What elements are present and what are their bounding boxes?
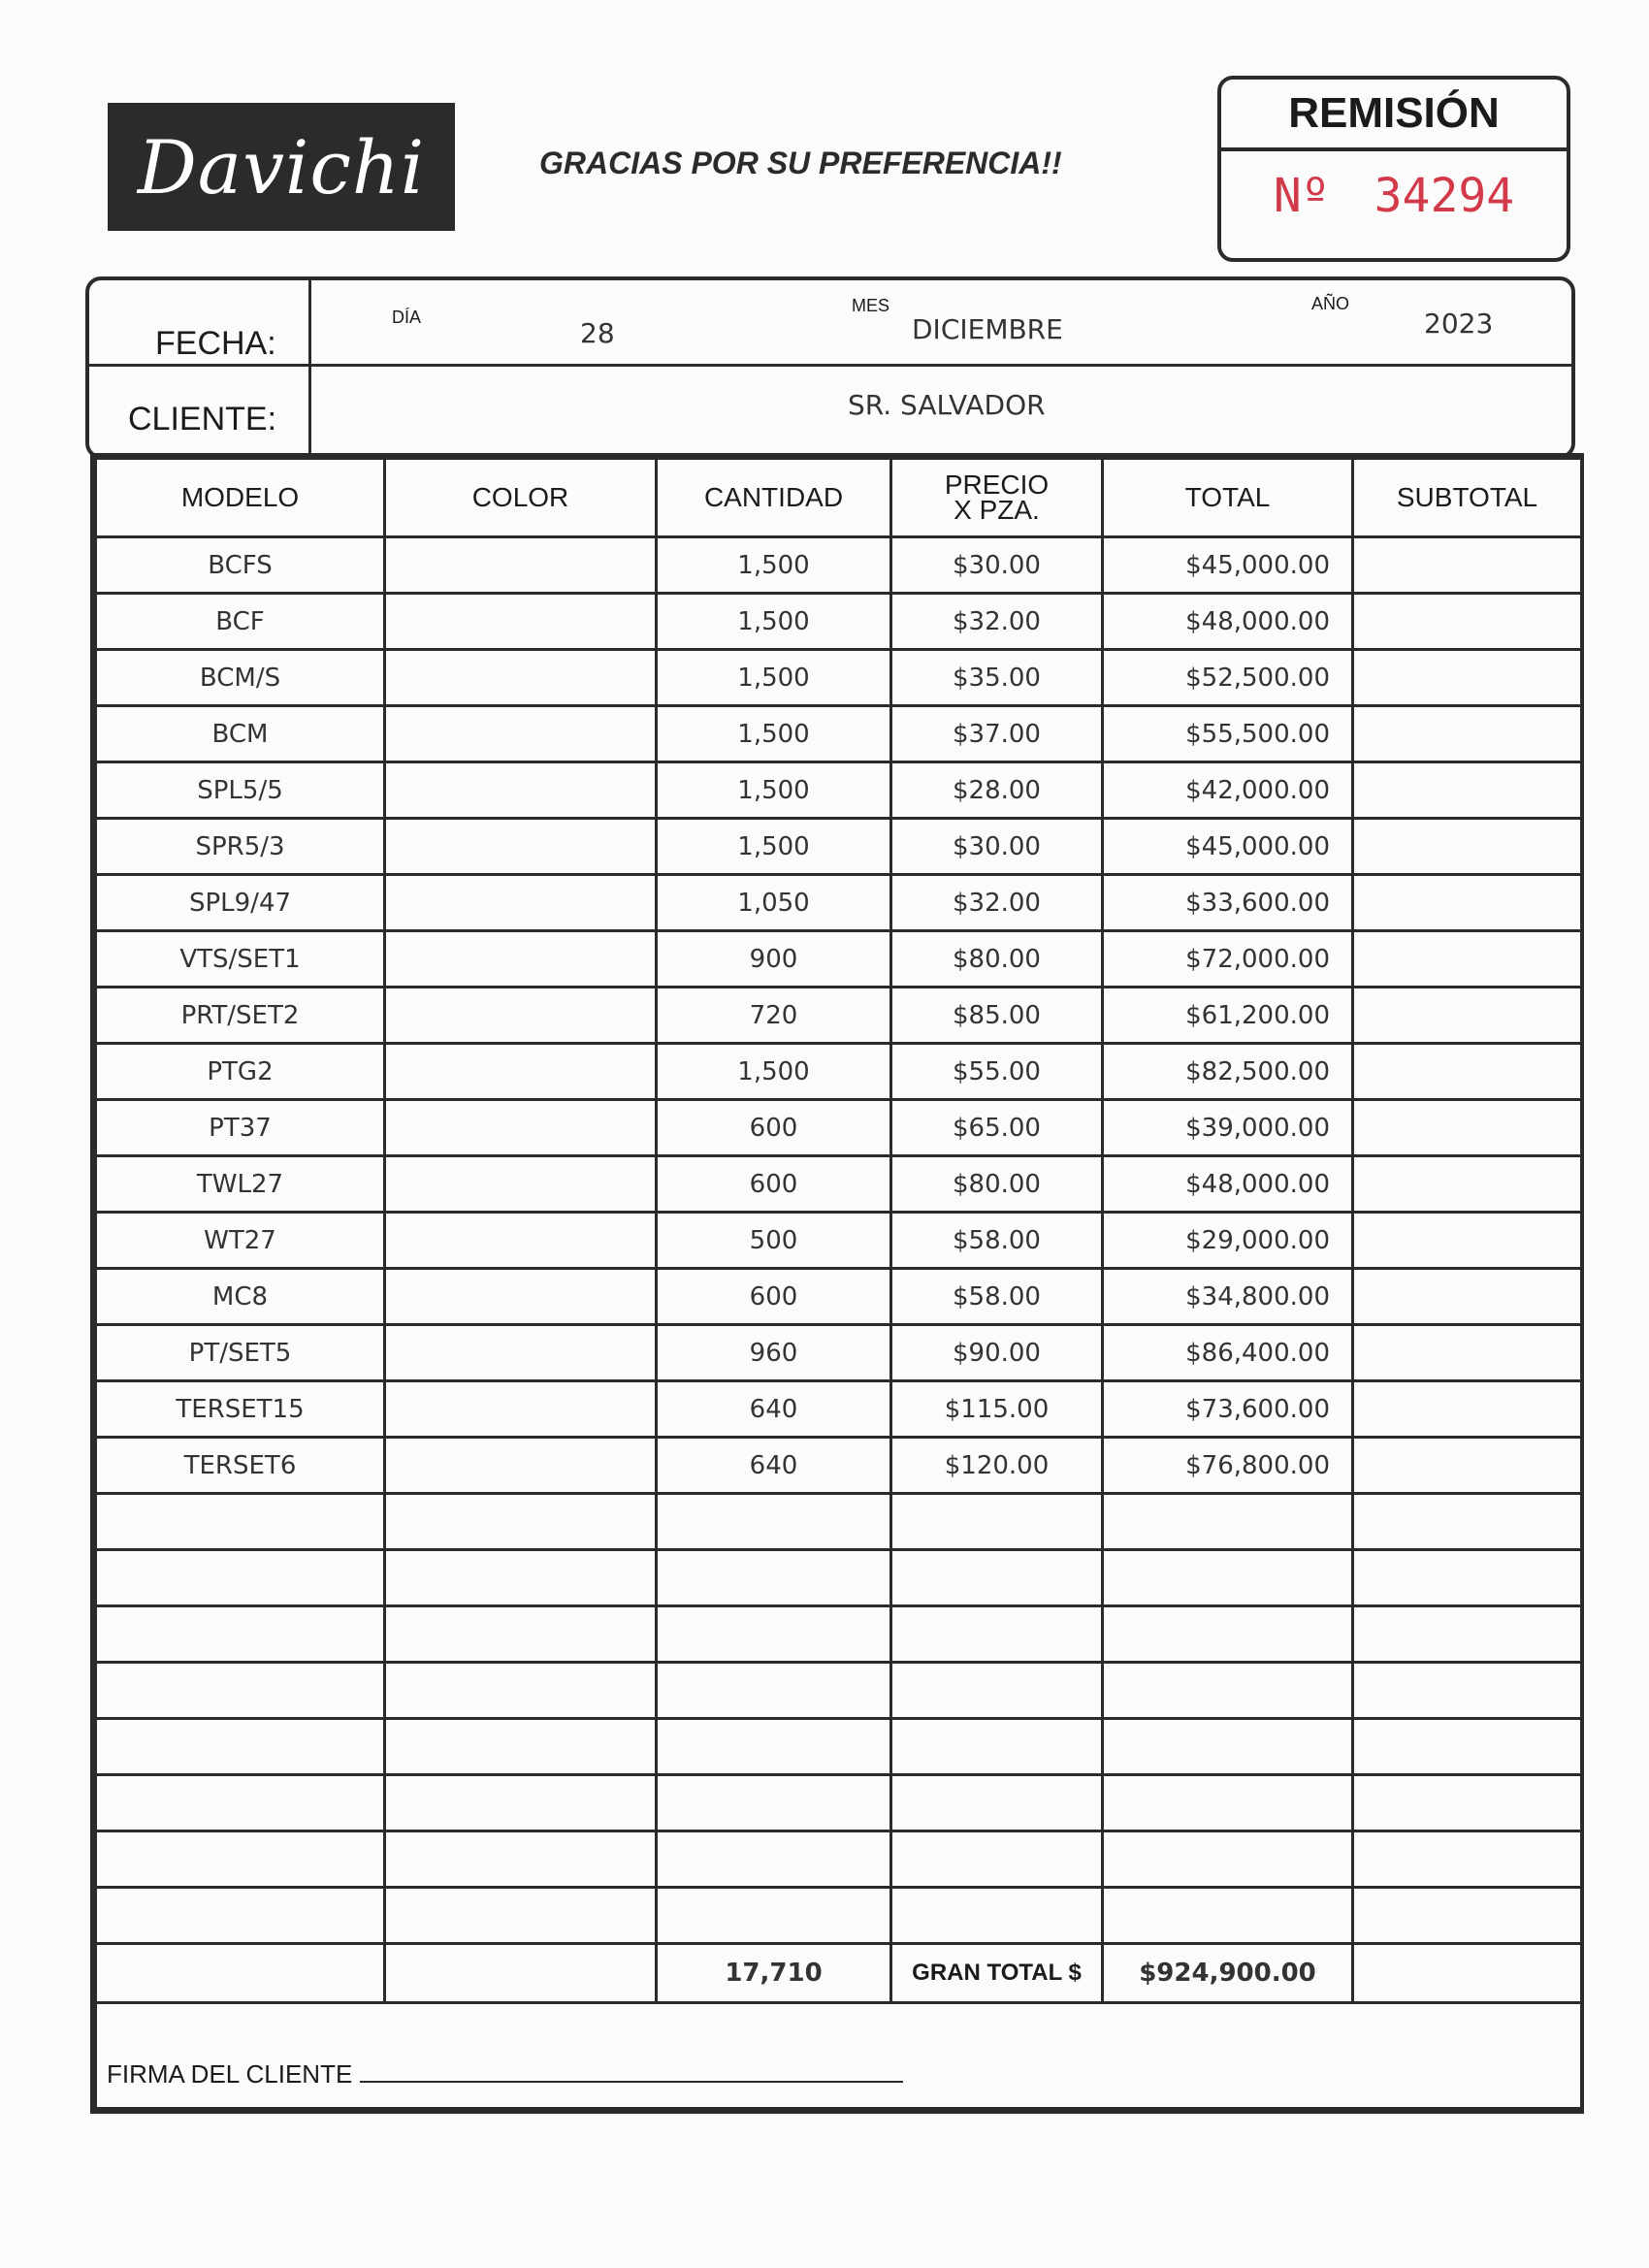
logo-text: Davichi	[137, 123, 426, 211]
davichi-logo	[108, 103, 455, 231]
cell-modelo: TWL27	[96, 1156, 385, 1213]
cell-precio	[891, 1831, 1103, 1888]
cell-total: $72,000.00	[1103, 931, 1353, 988]
cell-subtotal	[1353, 988, 1582, 1044]
cell-cantidad: 900	[657, 931, 891, 988]
totals-blank-color	[385, 1944, 657, 2003]
cell-total: $34,800.00	[1103, 1269, 1353, 1325]
cell-modelo: PT/SET5	[96, 1325, 385, 1381]
cell-total	[1103, 1663, 1353, 1719]
cell-total	[1103, 1550, 1353, 1606]
cell-modelo: VTS/SET1	[96, 931, 385, 988]
cell-total	[1103, 1888, 1353, 1944]
table-row	[96, 1550, 1582, 1606]
dia-label: DÍA	[392, 308, 422, 327]
table-row	[96, 1606, 1582, 1663]
cell-color	[385, 819, 657, 875]
cell-modelo: PRT/SET2	[96, 988, 385, 1044]
cell-subtotal	[1353, 819, 1582, 875]
cell-precio	[891, 1888, 1103, 1944]
cell-subtotal	[1353, 1663, 1582, 1719]
cell-color	[385, 1438, 657, 1494]
cell-precio	[891, 1775, 1103, 1831]
cell-subtotal	[1353, 1775, 1582, 1831]
cell-color	[385, 1494, 657, 1550]
cell-total: $39,000.00	[1103, 1100, 1353, 1156]
remision-title: REMISIÓN	[1221, 80, 1567, 151]
cell-subtotal	[1353, 875, 1582, 931]
table-row	[96, 706, 1582, 762]
cell-color	[385, 1831, 657, 1888]
cell-modelo: TERSET15	[96, 1381, 385, 1438]
cell-color	[385, 1888, 657, 1944]
cell-total: $76,800.00	[1103, 1438, 1353, 1494]
cell-cantidad: 720	[657, 988, 891, 1044]
cell-modelo	[96, 1606, 385, 1663]
cell-color	[385, 931, 657, 988]
cell-cantidad: 1,500	[657, 1044, 891, 1100]
cell-modelo: WT27	[96, 1213, 385, 1269]
cell-total: $86,400.00	[1103, 1325, 1353, 1381]
cell-cantidad	[657, 1494, 891, 1550]
table-row	[96, 1775, 1582, 1831]
cell-precio: $58.00	[891, 1213, 1103, 1269]
cell-precio: $32.00	[891, 594, 1103, 650]
cell-modelo	[96, 1888, 385, 1944]
cell-modelo: BCFS	[96, 537, 385, 594]
table-row	[96, 1213, 1582, 1269]
cell-cantidad: 1,050	[657, 875, 891, 931]
table-row	[96, 819, 1582, 875]
cell-modelo: PTG2	[96, 1044, 385, 1100]
cell-color	[385, 1606, 657, 1663]
cell-cantidad: 640	[657, 1438, 891, 1494]
cell-color	[385, 1213, 657, 1269]
cell-cantidad: 1,500	[657, 819, 891, 875]
cell-cantidad: 960	[657, 1325, 891, 1381]
cell-precio: $80.00	[891, 931, 1103, 988]
cell-subtotal	[1353, 1381, 1582, 1438]
cell-precio	[891, 1494, 1103, 1550]
cell-color	[385, 1269, 657, 1325]
table-row	[96, 1381, 1582, 1438]
cell-precio: $35.00	[891, 650, 1103, 706]
totals-blank-modelo	[96, 1944, 385, 2003]
cell-total: $73,600.00	[1103, 1381, 1353, 1438]
cell-modelo: SPR5/3	[96, 819, 385, 875]
cell-precio: $90.00	[891, 1325, 1103, 1381]
table-row	[96, 875, 1582, 931]
cell-total: $55,500.00	[1103, 706, 1353, 762]
table-row	[96, 1494, 1582, 1550]
anio-value: 2023	[1424, 308, 1494, 340]
cell-cantidad	[657, 1888, 891, 1944]
table-row	[96, 537, 1582, 594]
cell-precio: $58.00	[891, 1269, 1103, 1325]
cell-total: $29,000.00	[1103, 1213, 1353, 1269]
cell-subtotal	[1353, 1325, 1582, 1381]
cell-cantidad	[657, 1606, 891, 1663]
cell-total	[1103, 1775, 1353, 1831]
cell-total: $42,000.00	[1103, 762, 1353, 819]
cell-cantidad	[657, 1550, 891, 1606]
cell-modelo: MC8	[96, 1269, 385, 1325]
items-table	[90, 453, 1584, 2114]
gran-total-value: $924,900.00	[1103, 1944, 1353, 2003]
cell-modelo	[96, 1719, 385, 1775]
cell-precio: $85.00	[891, 988, 1103, 1044]
table-body	[96, 537, 1582, 1944]
firma-cell	[96, 2003, 1582, 2109]
table-row	[96, 1831, 1582, 1888]
cell-precio: $30.00	[891, 819, 1103, 875]
cell-total: $48,000.00	[1103, 1156, 1353, 1213]
cell-cantidad: 600	[657, 1156, 891, 1213]
cell-precio	[891, 1719, 1103, 1775]
cell-color	[385, 1325, 657, 1381]
table-row	[96, 1269, 1582, 1325]
remision-box	[1217, 76, 1570, 262]
cell-precio	[891, 1550, 1103, 1606]
table-row	[96, 1044, 1582, 1100]
info-divider-horizontal	[89, 364, 1571, 367]
cell-color	[385, 1550, 657, 1606]
cell-cantidad	[657, 1719, 891, 1775]
anio-label: AÑO	[1311, 294, 1350, 313]
cell-modelo	[96, 1663, 385, 1719]
cell-cantidad: 1,500	[657, 537, 891, 594]
column-header-modelo: MODELO	[96, 459, 385, 537]
cell-precio: $120.00	[891, 1438, 1103, 1494]
dia-value: 28	[580, 317, 615, 349]
cell-color	[385, 1156, 657, 1213]
cell-total: $45,000.00	[1103, 819, 1353, 875]
cell-precio: $32.00	[891, 875, 1103, 931]
cell-modelo	[96, 1494, 385, 1550]
totals-blank-subtotal	[1353, 1944, 1582, 2003]
cell-total: $33,600.00	[1103, 875, 1353, 931]
folio-number	[1221, 169, 1567, 223]
cell-modelo: BCF	[96, 594, 385, 650]
cell-modelo: SPL5/5	[96, 762, 385, 819]
cell-total: $61,200.00	[1103, 988, 1353, 1044]
column-header-precio: PRECIO X PZA.	[891, 459, 1103, 537]
cell-cantidad	[657, 1775, 891, 1831]
cell-modelo: SPL9/47	[96, 875, 385, 931]
cell-subtotal	[1353, 650, 1582, 706]
cell-color	[385, 1044, 657, 1100]
cell-cantidad: 1,500	[657, 594, 891, 650]
table-row	[96, 594, 1582, 650]
cell-color	[385, 762, 657, 819]
cell-color	[385, 537, 657, 594]
cell-precio	[891, 1606, 1103, 1663]
mes-value: DICIEMBRE	[912, 313, 1063, 345]
cell-cantidad: 600	[657, 1269, 891, 1325]
cell-cantidad: 500	[657, 1213, 891, 1269]
cell-subtotal	[1353, 1100, 1582, 1156]
cell-cantidad: 1,500	[657, 706, 891, 762]
firma-row	[96, 2003, 1582, 2109]
cell-precio: $28.00	[891, 762, 1103, 819]
cell-cantidad	[657, 1831, 891, 1888]
cell-precio	[891, 1663, 1103, 1719]
cell-modelo	[96, 1831, 385, 1888]
table-row	[96, 1663, 1582, 1719]
table-header-row	[96, 459, 1582, 537]
cell-total	[1103, 1719, 1353, 1775]
tagline: GRACIAS POR SU PREFERENCIA!!	[539, 146, 1062, 180]
cell-subtotal	[1353, 1494, 1582, 1550]
table-row	[96, 1888, 1582, 1944]
cell-precio: $37.00	[891, 706, 1103, 762]
cell-subtotal	[1353, 537, 1582, 594]
column-header-total: TOTAL	[1103, 459, 1353, 537]
info-divider-vertical	[308, 280, 311, 455]
table-row	[96, 1719, 1582, 1775]
cell-total: $48,000.00	[1103, 594, 1353, 650]
cell-color	[385, 1775, 657, 1831]
cell-precio: $115.00	[891, 1381, 1103, 1438]
cell-color	[385, 1719, 657, 1775]
column-header-cantidad: CANTIDAD	[657, 459, 891, 537]
cell-total: $82,500.00	[1103, 1044, 1353, 1100]
cell-subtotal	[1353, 1606, 1582, 1663]
folio-prefix: Nº	[1273, 169, 1330, 223]
cell-subtotal	[1353, 1550, 1582, 1606]
cell-modelo: PT37	[96, 1100, 385, 1156]
table-row	[96, 1325, 1582, 1381]
table-row	[96, 1438, 1582, 1494]
total-cantidad: 17,710	[657, 1944, 891, 2003]
cell-color	[385, 594, 657, 650]
cell-total	[1103, 1606, 1353, 1663]
cell-subtotal	[1353, 1719, 1582, 1775]
cell-modelo: BCM/S	[96, 650, 385, 706]
cell-color	[385, 650, 657, 706]
signature-line[interactable]	[360, 2081, 903, 2083]
column-header-subtotal: SUBTOTAL	[1353, 459, 1582, 537]
cell-cantidad: 1,500	[657, 762, 891, 819]
cell-total	[1103, 1494, 1353, 1550]
cell-cantidad: 1,500	[657, 650, 891, 706]
cell-subtotal	[1353, 1156, 1582, 1213]
cell-cantidad: 640	[657, 1381, 891, 1438]
fecha-cliente-box	[85, 276, 1575, 459]
table-row	[96, 762, 1582, 819]
cell-precio: $65.00	[891, 1100, 1103, 1156]
cell-subtotal	[1353, 706, 1582, 762]
cell-precio: $55.00	[891, 1044, 1103, 1100]
table-row	[96, 931, 1582, 988]
cliente-label: CLIENTE:	[128, 401, 277, 437]
cell-subtotal	[1353, 1213, 1582, 1269]
cell-precio: $80.00	[891, 1156, 1103, 1213]
cell-total: $45,000.00	[1103, 537, 1353, 594]
cell-subtotal	[1353, 1269, 1582, 1325]
cell-cantidad: 600	[657, 1100, 891, 1156]
fecha-label: FECHA:	[155, 325, 276, 362]
mes-label: MES	[852, 296, 890, 315]
folio-value: 34294	[1374, 169, 1515, 223]
cell-cantidad	[657, 1663, 891, 1719]
cliente-value: SR. SALVADOR	[848, 389, 1046, 421]
cell-modelo: TERSET6	[96, 1438, 385, 1494]
cell-subtotal	[1353, 931, 1582, 988]
cell-subtotal	[1353, 1831, 1582, 1888]
cell-color	[385, 706, 657, 762]
cell-subtotal	[1353, 594, 1582, 650]
cell-subtotal	[1353, 1044, 1582, 1100]
table-row	[96, 1156, 1582, 1213]
cell-modelo: BCM	[96, 706, 385, 762]
gran-total-label: GRAN TOTAL $	[891, 1944, 1103, 2003]
cell-modelo	[96, 1550, 385, 1606]
cell-total: $52,500.00	[1103, 650, 1353, 706]
cell-modelo	[96, 1775, 385, 1831]
cell-total	[1103, 1831, 1353, 1888]
totals-row	[96, 1944, 1582, 2003]
cell-color	[385, 875, 657, 931]
table-row	[96, 1100, 1582, 1156]
cell-subtotal	[1353, 1438, 1582, 1494]
cell-subtotal	[1353, 762, 1582, 819]
cell-color	[385, 1381, 657, 1438]
cell-subtotal	[1353, 1888, 1582, 1944]
cell-color	[385, 1663, 657, 1719]
cell-precio: $30.00	[891, 537, 1103, 594]
table-row	[96, 988, 1582, 1044]
column-header-color: COLOR	[385, 459, 657, 537]
firma-label: FIRMA DEL CLIENTE	[107, 2059, 353, 2089]
cell-color	[385, 988, 657, 1044]
cell-color	[385, 1100, 657, 1156]
table-row	[96, 650, 1582, 706]
